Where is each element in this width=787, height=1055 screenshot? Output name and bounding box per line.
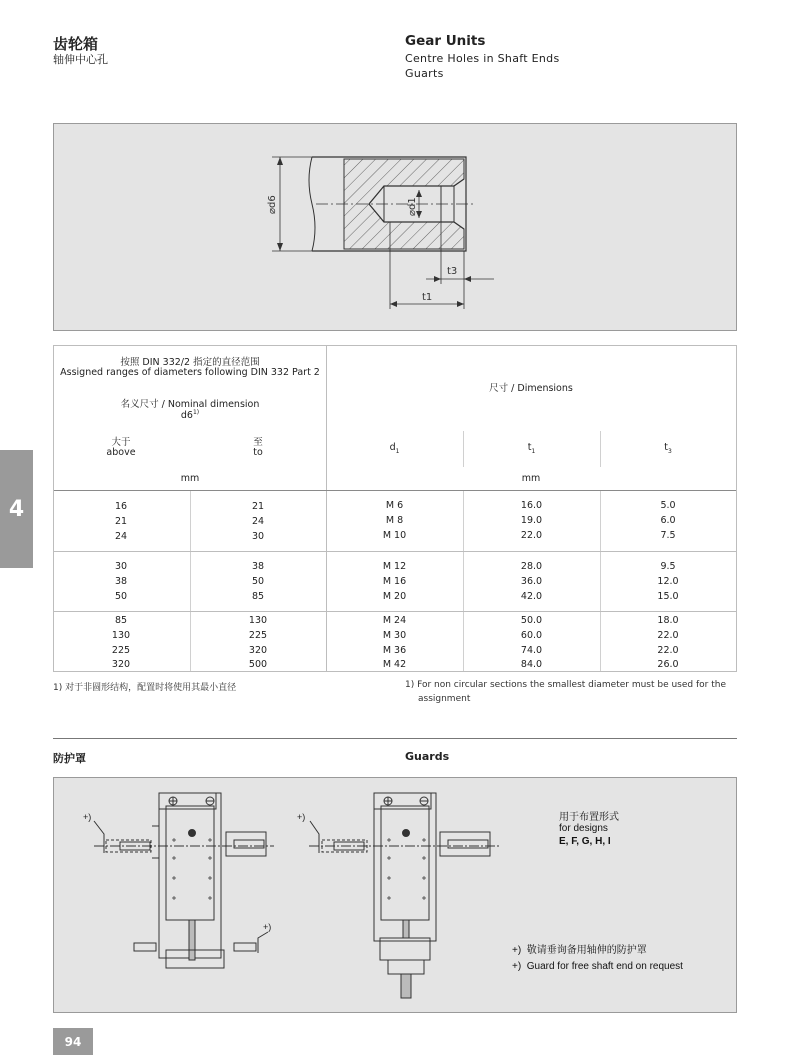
title-cn: 齿轮箱 [53,35,99,53]
cell-above: 38 [114,576,128,587]
guards-figure [53,777,737,1013]
guard-mark-1: +) [83,812,92,822]
cell-t3: 12.0 [657,576,679,587]
cell-d1: M 6 [385,500,404,511]
designs-en: for designs [559,823,608,834]
cell-t1: 36.0 [520,576,543,587]
d6-label: ⌀d6 [267,195,278,214]
footnote-cn: 1) 对于非圆形结构，配置时将使用其最小直径 [53,683,237,693]
cell-t1: 50.0 [520,615,543,626]
col-d1: $d_1$ [389,442,400,455]
centre-hole-drawing [54,124,738,332]
cell-t1: 19.0 [520,515,543,526]
cell-d1: M 36 [382,645,407,656]
cell-d1: M 12 [382,561,407,572]
cell-to: 30 [251,531,265,542]
t1-label: t1 [422,292,433,303]
cell-above: 130 [111,630,131,641]
guard-note-en: +) Guard for free shaft end on request [512,961,683,972]
left-header-cn: 按照 DIN 332/2 指定的直径范围 [120,357,260,368]
dimensions-label: 尺寸 / Dimensions [489,383,573,394]
col-t3: $t_3$ [664,442,672,455]
section-divider [53,738,737,739]
cell-t1: 42.0 [520,591,543,602]
cell-t3: 26.0 [657,659,679,670]
dimensions-table [53,345,737,672]
cell-to: 38 [251,561,265,572]
cell-t1: 16.0 [520,500,543,511]
cell-t3: 6.0 [660,515,676,526]
cell-above: 320 [111,659,131,670]
footnote-en-line-2: assignment [418,694,471,704]
nominal-label: 名义尺寸 / Nominal dimension [120,399,260,410]
cell-above: 24 [114,531,128,542]
cell-to: 500 [248,659,268,670]
section-title-en: Guards [405,750,450,763]
guard-mark-3: +) [297,812,306,822]
cell-to: 24 [251,516,265,527]
subtitle-en-line-2: Guarts [405,67,444,80]
above-en: above [106,447,136,458]
cell-d1: M 10 [382,530,407,541]
cell-t3: 9.5 [660,561,676,572]
cell-d1: M 16 [382,576,407,587]
cell-t3: 22.0 [657,630,679,641]
t3-label: t3 [447,266,458,277]
to-cn: 至 [253,437,263,448]
col-t1: $t_1$ [527,442,536,455]
cell-t3: 5.0 [660,500,676,511]
footnote-en-line-1: 1) For non circular sections the smallest diameter must be used for the [405,680,726,690]
cell-to: 130 [248,615,268,626]
title-en: Gear Units [405,33,486,49]
cell-t1: 84.0 [520,659,543,670]
cell-to: 225 [248,630,268,641]
cell-t1: 74.0 [520,645,543,656]
guard-mark-2: +) [263,922,272,932]
cell-d1: M 20 [382,591,407,602]
cell-to: 320 [248,645,268,656]
cell-d1: M 42 [382,659,407,670]
designs-cn: 用于布置形式 [559,812,619,823]
page-number: 94 [53,1028,93,1055]
cell-to: 50 [251,576,265,587]
cell-d1: M 30 [382,630,407,641]
chapter-tab: 4 [0,450,33,568]
cell-t3: 15.0 [657,591,679,602]
cell-to: 85 [251,591,265,602]
cell-t3: 22.0 [657,645,679,656]
guards-drawing [54,778,738,1014]
cell-t3: 7.5 [660,530,676,541]
cell-d1: M 8 [385,515,404,526]
unit-right: mm [521,473,541,484]
cell-d1: M 24 [382,615,407,626]
d1-label: ⌀d1 [407,197,418,216]
to-en: to [253,447,263,458]
subtitle-cn: 轴伸中心孔 [53,53,108,66]
centre-hole-figure [53,123,737,331]
cell-to: 21 [251,501,265,512]
above-cn: 大于 [111,437,131,448]
cell-t1: 28.0 [520,561,543,572]
nominal-symbol: d6$^{1)}$ [180,409,200,422]
section-title-cn: 防护罩 [53,752,86,765]
guard-note-cn: +) 敬请垂询备用轴伸的防护罩 [512,945,647,956]
cell-above: 85 [114,615,128,626]
left-header-en: Assigned ranges of diameters following DIN 332 Part 2 [60,367,320,378]
cell-above: 50 [114,591,128,602]
cell-above: 30 [114,561,128,572]
cell-t1: 22.0 [520,530,543,541]
cell-t1: 60.0 [520,630,543,641]
cell-above: 16 [114,501,128,512]
cell-above: 21 [114,516,128,527]
cell-above: 225 [111,645,131,656]
designs-list: E, F, G, H, I [559,836,611,847]
unit-left: mm [180,473,200,484]
cell-t3: 18.0 [657,615,679,626]
subtitle-en-line-1: Centre Holes in Shaft Ends [405,52,560,65]
